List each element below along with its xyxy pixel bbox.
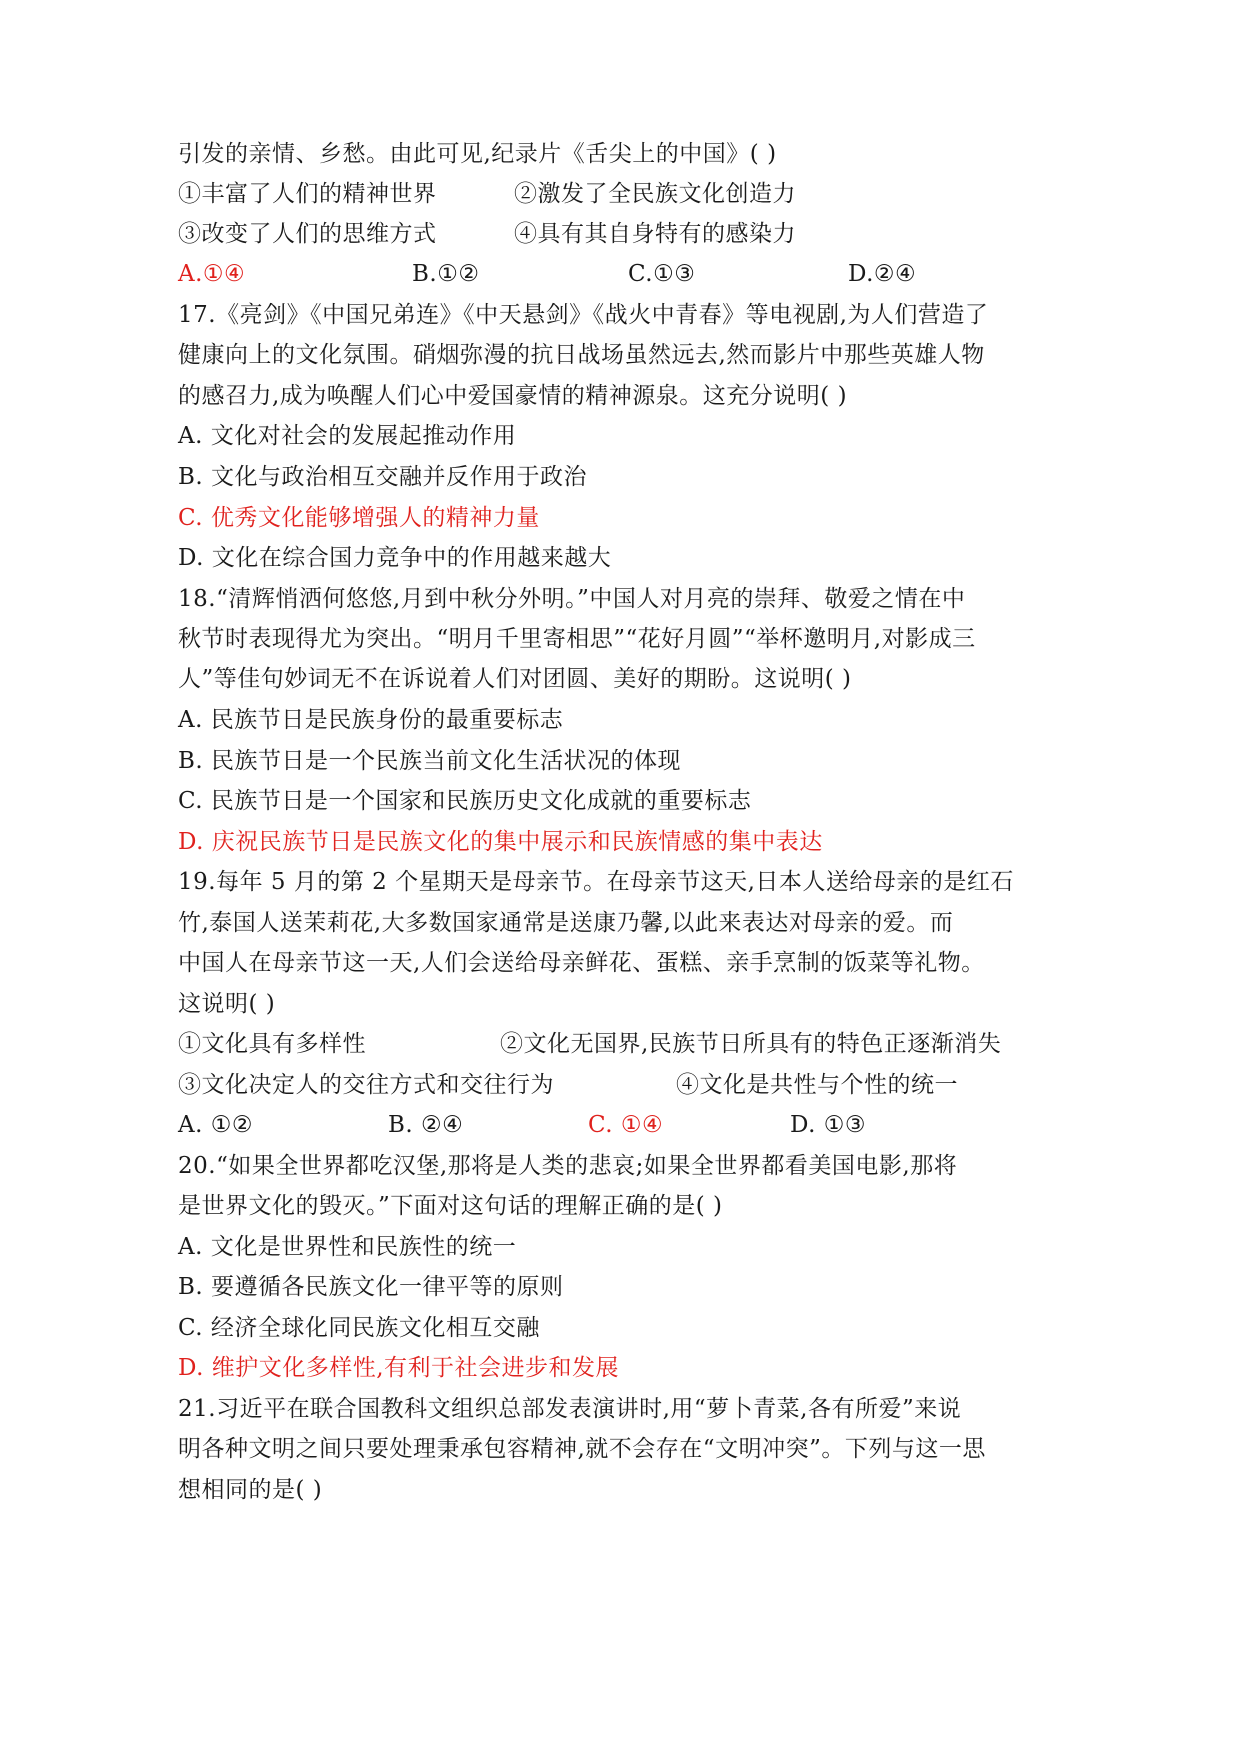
q19-stem-line-3: 中国人在母亲节这一天,人们会送给母亲鲜花、蛋糕、亲手烹制的饭菜等礼物。 xyxy=(178,950,985,976)
q21-stem-line-1: 21.习近平在联合国教科文组织总部发表演讲时,用“萝卜青菜,各有所爱”来说 xyxy=(178,1396,962,1422)
q16-stem-tail: 引发的亲情、乡愁。由此可见,纪录片《舌尖上的中国》( ) xyxy=(178,141,777,167)
q17-option-c: C. 优秀文化能够增强人的精神力量 xyxy=(178,505,540,531)
q16-option-a: A.①④ xyxy=(178,261,246,287)
q18-stem-line-1: 18.“清辉悄洒何悠悠,月到中秋分外明。”中国人对月亮的崇拜、敬爱之情在中 xyxy=(178,586,966,612)
q20-stem-line-2: 是世界文化的毁灭。”下面对这句话的理解正确的是( ) xyxy=(178,1193,723,1219)
q16-item-4: ④具有其自身特有的感染力 xyxy=(514,221,796,247)
q17-stem-line-2: 健康向上的文化氛围。硝烟弥漫的抗日战场虽然远去,然而影片中那些英雄人物 xyxy=(178,342,985,368)
q16-item-1: ①丰富了人们的精神世界 xyxy=(178,181,437,207)
q19-stem-line-4: 这说明( ) xyxy=(178,991,276,1017)
q16-option-d: D.②④ xyxy=(848,261,917,287)
q17-option-b: B. 文化与政治相互交融并反作用于政治 xyxy=(178,464,588,490)
q18-option-b: B. 民族节日是一个民族当前文化生活状况的体现 xyxy=(178,748,682,774)
q20-option-c: C. 经济全球化同民族文化相互交融 xyxy=(178,1315,540,1341)
q18-option-a: A. 民族节日是民族身份的最重要标志 xyxy=(178,707,564,733)
q19-item-1: ①文化具有多样性 xyxy=(178,1031,366,1057)
q16-option-b: B.①② xyxy=(412,261,480,287)
q19-stem-line-2: 竹,泰国人送茉莉花,大多数国家通常是送康乃馨,以此来表达对母亲的爱。而 xyxy=(178,910,954,936)
q17-option-a: A. 文化对社会的发展起推动作用 xyxy=(178,423,517,449)
q19-option-a: A. ①② xyxy=(178,1112,253,1138)
q20-option-d: D. 维护文化多样性,有利于社会进步和发展 xyxy=(178,1355,620,1381)
q20-option-a: A. 文化是世界性和民族性的统一 xyxy=(178,1234,517,1260)
q16-item-3: ③改变了人们的思维方式 xyxy=(178,221,437,247)
q16-item-2: ②激发了全民族文化创造力 xyxy=(514,181,796,207)
q17-stem-line-1: 17.《亮剑》《中国兄弟连》《中天悬剑》《战火中青春》等电视剧,为人们营造了 xyxy=(178,302,989,328)
q16-option-c: C.①③ xyxy=(628,261,696,287)
q20-option-b: B. 要遵循各民族文化一律平等的原则 xyxy=(178,1274,564,1300)
q17-option-d: D. 文化在综合国力竞争中的作用越来越大 xyxy=(178,545,612,571)
q21-stem-line-2: 明各种文明之间只要处理秉承包容精神,就不会存在“文明冲突”。下列与这一思 xyxy=(178,1436,986,1462)
q17-stem-line-3: 的感召力,成为唤醒人们心中爱国豪情的精神源泉。这充分说明( ) xyxy=(178,383,848,409)
q19-item-3: ③文化决定人的交往方式和交往行为 xyxy=(178,1072,554,1098)
q21-stem-line-3: 想相同的是( ) xyxy=(178,1477,323,1503)
q18-stem-line-3: 人”等佳句妙词无不在诉说着人们对团圆、美好的期盼。这说明( ) xyxy=(178,666,852,692)
q19-stem-line-1: 19.每年 5 月的第 2 个星期天是母亲节。在母亲节这天,日本人送给母亲的是红石 xyxy=(178,869,1014,895)
q19-item-2: ②文化无国界,民族节日所具有的特色正逐渐消失 xyxy=(500,1031,1002,1057)
q20-stem-line-1: 20.“如果全世界都吃汉堡,那将是人类的悲哀;如果全世界都看美国电影,那将 xyxy=(178,1153,958,1179)
q19-option-b: B. ②④ xyxy=(388,1112,464,1138)
q18-option-c: C. 民族节日是一个国家和民族历史文化成就的重要标志 xyxy=(178,788,752,814)
q19-option-d: D. ①③ xyxy=(790,1112,866,1138)
q18-option-d: D. 庆祝民族节日是民族文化的集中展示和民族情感的集中表达 xyxy=(178,829,823,855)
q19-item-4: ④文化是共性与个性的统一 xyxy=(676,1072,958,1098)
q18-stem-line-2: 秋节时表现得尤为突出。“明月千里寄相思”“花好月圆”“举杯邀明月,对影成三 xyxy=(178,626,976,652)
q19-option-c: C. ①④ xyxy=(588,1112,664,1138)
